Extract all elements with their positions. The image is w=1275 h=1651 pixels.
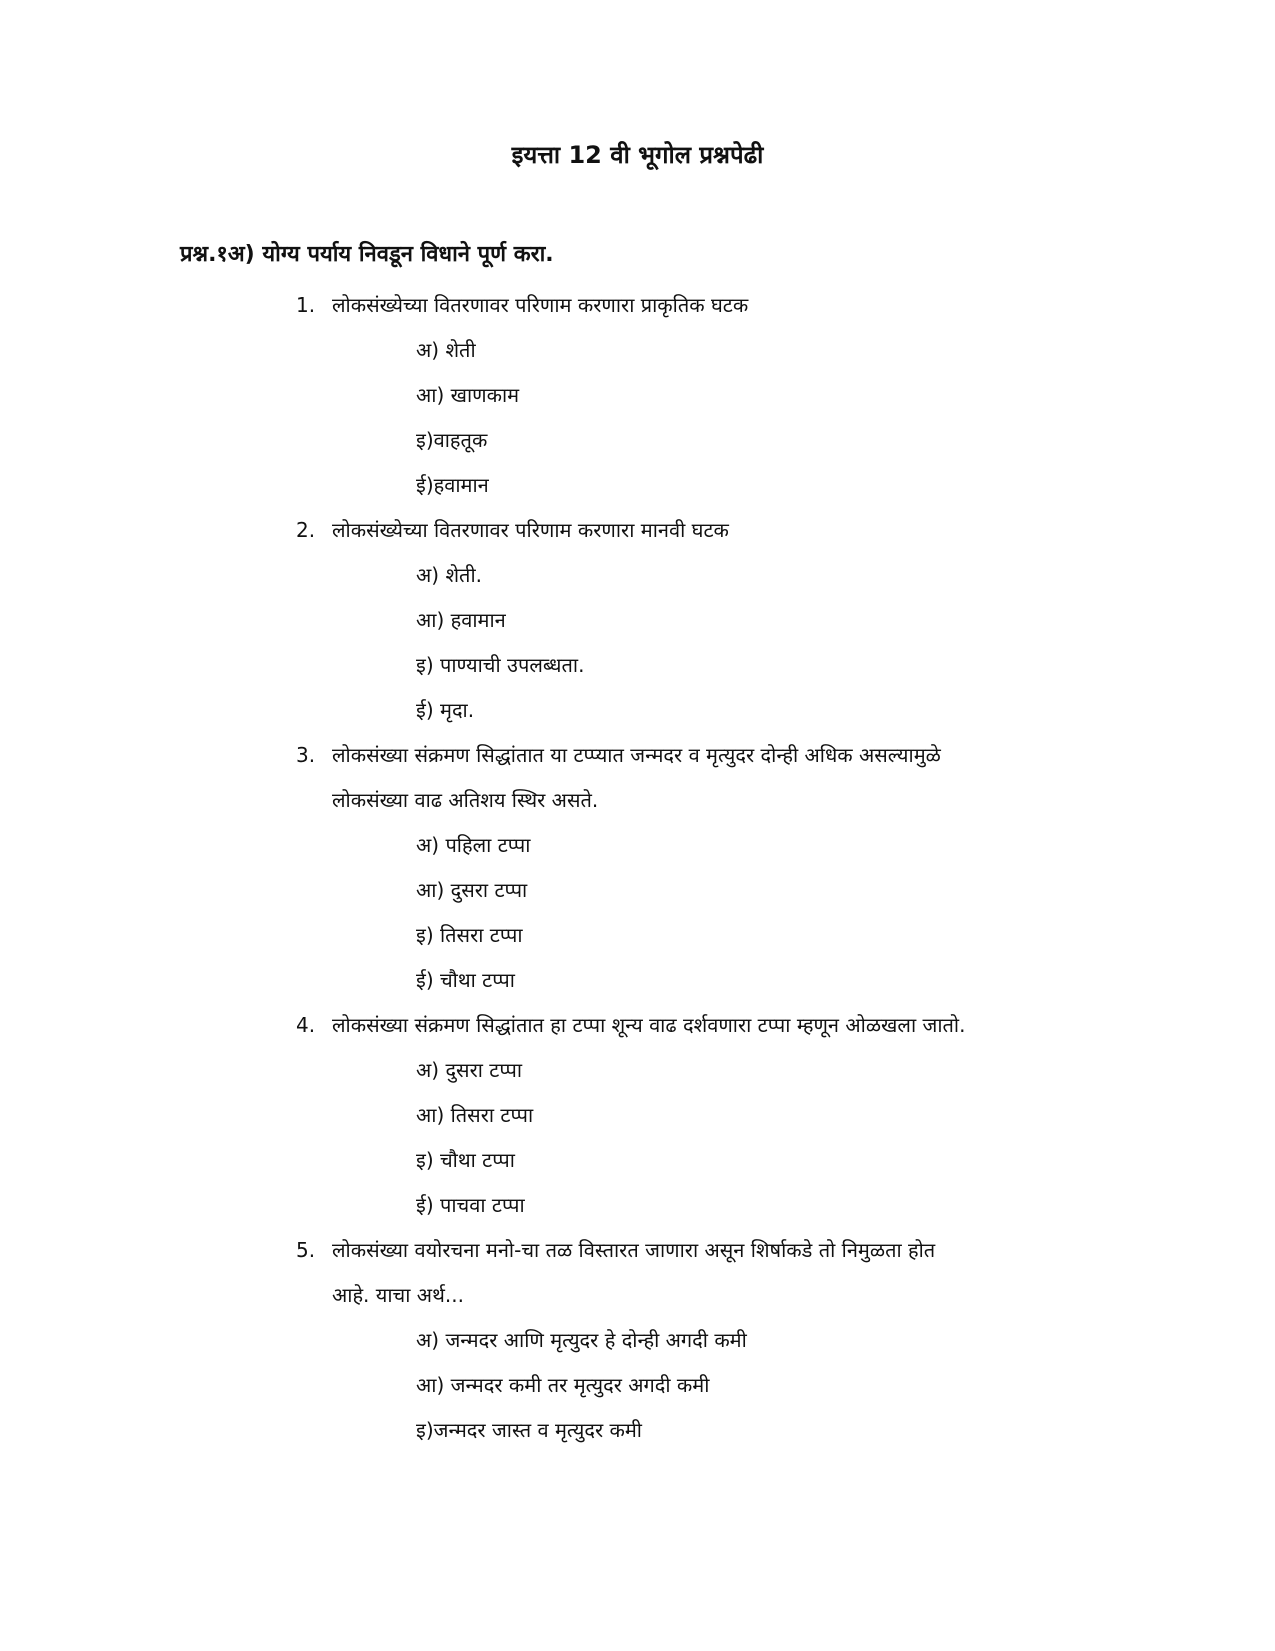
option-item — [0, 875, 1275, 920]
option-text: आ) जन्मदर कमी तर मृत्युदर अगदी कमी — [416, 1373, 710, 1397]
option-text: इ) चौथा टप्पा — [416, 1148, 515, 1172]
option-item — [0, 380, 1275, 425]
option-item — [0, 1415, 1275, 1460]
question-text: लोकसंख्येच्या वितरणावर परिणाम करणारा मानवी घटक — [332, 518, 729, 542]
option-item — [0, 1325, 1275, 1370]
option-text: आ) दुसरा टप्पा — [416, 878, 528, 902]
option-item — [0, 1100, 1275, 1145]
option-text: ई) चौथा टप्पा — [416, 968, 515, 992]
option-text: अ) पहिला टप्पा — [416, 833, 531, 857]
question-text: लोकसंख्या संक्रमण सिद्धांतात या टप्प्यात जन्मदर व मृत्युदर दोन्ही अधिक असल्यामुळे — [332, 743, 941, 767]
option-text: इ)वाहतूक — [416, 428, 488, 452]
question-2 — [0, 515, 1275, 740]
option-text: ई) पाचवा टप्पा — [416, 1193, 525, 1217]
option-text: इ) तिसरा टप्पा — [416, 923, 523, 947]
option-item — [0, 560, 1275, 605]
option-item — [0, 1190, 1275, 1235]
option-text: ई) मृदा. — [416, 698, 475, 722]
question-text: लोकसंख्या संक्रमण सिद्धांतात हा टप्पा शून्य वाढ दर्शवणारा टप्पा म्हणून ओळखला जातो. — [332, 1013, 966, 1037]
option-item — [0, 650, 1275, 695]
option-text: इ) पाण्याची उपलब्धता. — [416, 653, 585, 677]
option-text: अ) शेती — [416, 338, 476, 362]
option-item — [0, 695, 1275, 740]
question-number: 5. — [296, 1238, 316, 1262]
option-item — [0, 965, 1275, 1010]
option-item — [0, 425, 1275, 470]
option-item — [0, 605, 1275, 650]
option-text: आ) हवामान — [416, 608, 506, 632]
option-text: ई)हवामान — [416, 473, 489, 497]
option-item — [0, 830, 1275, 875]
option-text: अ) शेती. — [416, 563, 482, 587]
option-text: आ) तिसरा टप्पा — [416, 1103, 534, 1127]
question-1 — [0, 290, 1275, 515]
option-item — [0, 1055, 1275, 1100]
question-text-continuation: आहे. याचा अर्थ... — [332, 1283, 464, 1307]
question-5 — [0, 1235, 1275, 1460]
option-text: अ) दुसरा टप्पा — [416, 1058, 523, 1082]
option-item — [0, 1145, 1275, 1190]
question-number: 3. — [296, 743, 316, 767]
section-heading: प्रश्न.१अ) योग्य पर्याय निवडून विधाने पूर्ण करा. — [180, 242, 554, 267]
question-4 — [0, 1010, 1275, 1235]
question-number: 4. — [296, 1013, 316, 1037]
question-text: लोकसंख्या वयोरचना मनो-चा तळ विस्तारत जाणारा असून शिर्षाकडे तो निमुळता होत — [332, 1238, 936, 1262]
option-item — [0, 470, 1275, 515]
question-number: 1. — [296, 293, 316, 317]
option-item — [0, 920, 1275, 965]
page-title: इयत्ता 12 वी भूगोल प्रश्नपेढी — [511, 141, 764, 169]
question-number: 2. — [296, 518, 316, 542]
question-list — [0, 290, 1275, 1460]
option-text: आ) खाणकाम — [416, 383, 520, 407]
question-text: लोकसंख्येच्या वितरणावर परिणाम करणारा प्राकृतिक घटक — [332, 293, 749, 317]
option-item — [0, 335, 1275, 380]
option-text: अ) जन्मदर आणि मृत्युदर हे दोन्ही अगदी कमी — [416, 1328, 747, 1352]
option-text: इ)जन्मदर जास्त व मृत्युदर कमी — [416, 1418, 642, 1442]
option-item — [0, 1370, 1275, 1415]
question-3 — [0, 740, 1275, 1010]
question-text-continuation: लोकसंख्या वाढ अतिशय स्थिर असते. — [332, 788, 599, 812]
